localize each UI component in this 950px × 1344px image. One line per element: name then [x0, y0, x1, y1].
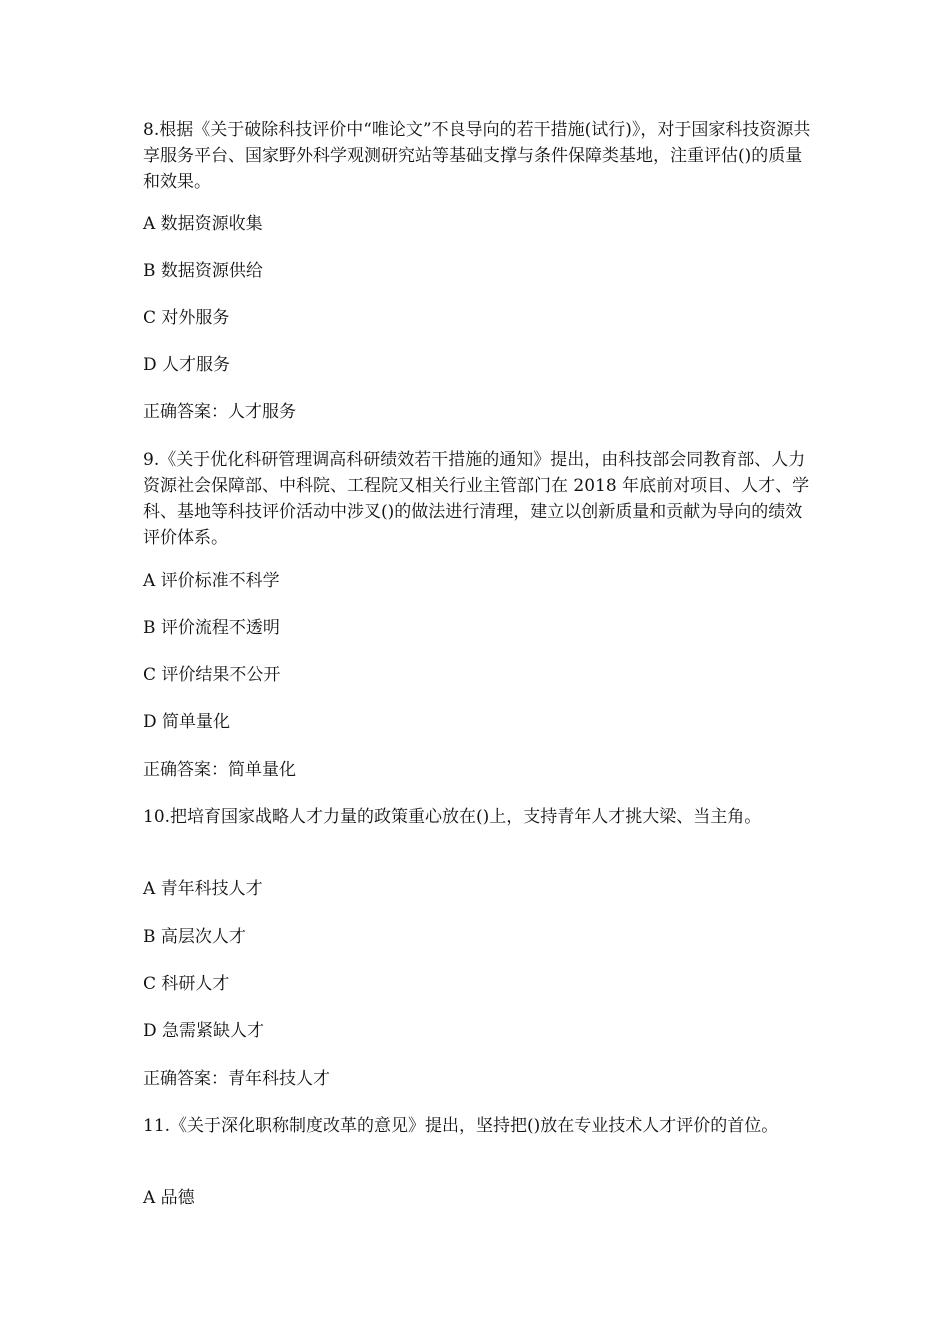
question-8-option-d: D 人才服务 [143, 355, 231, 375]
question-9-stem: 9.《关于优化科研管理调高科研绩效若干措施的通知》提出，由科技部会同教育部、人力资源社会保障部、中科院、工程院又相关行业主管部门在 2018 年底前对项目、人才、学科、基地等科技评价活动中涉叉()的做法进行清理，建立以创新质量和贡献为导向的绩效评价体系。 [143, 450, 810, 548]
question-8-option-a: A 数据资源收集 [143, 214, 263, 234]
question-8-stem: 8.根据《关于破除科技评价中“唯论文”不良导向的若干措施(试行)》，对于国家科技资源共享服务平台、国家野外科学观测研究站等基础支撑与条件保障类基地，注重评估()的质量和效果。 [143, 120, 811, 192]
question-9-answer: 正确答案：简单量化 [143, 760, 296, 780]
question-10-answer: 正确答案：青年科技人才 [143, 1069, 330, 1089]
question-9-option-a: A 评价标准不科学 [143, 571, 280, 591]
question-8-option-b: B 数据资源供给 [143, 261, 263, 281]
question-9-option-b: B 评价流程不透明 [143, 618, 280, 638]
question-8-option-c: C 对外服务 [143, 308, 230, 328]
question-10-option-c: C 科研人才 [143, 974, 230, 994]
question-11-option-a: A 品德 [143, 1188, 195, 1208]
question-9-option-d: D 简单量化 [143, 712, 231, 732]
question-10-option-a: A 青年科技人才 [143, 879, 263, 899]
question-9-option-c: C 评价结果不公开 [143, 665, 281, 685]
question-10-option-b: B 高层次人才 [143, 927, 246, 947]
question-10-stem: 10.把培育国家战略人才力量的政策重心放在()上，支持青年人才挑大梁、当主角。 [143, 807, 762, 827]
question-10-option-d: D 急需紧缺人才 [143, 1021, 265, 1041]
question-11-stem: 11.《关于深化职称制度改革的意见》提出，坚持把()放在专业技术人才评价的首位。 [143, 1116, 779, 1136]
question-8-answer: 正确答案：人才服务 [143, 402, 296, 422]
